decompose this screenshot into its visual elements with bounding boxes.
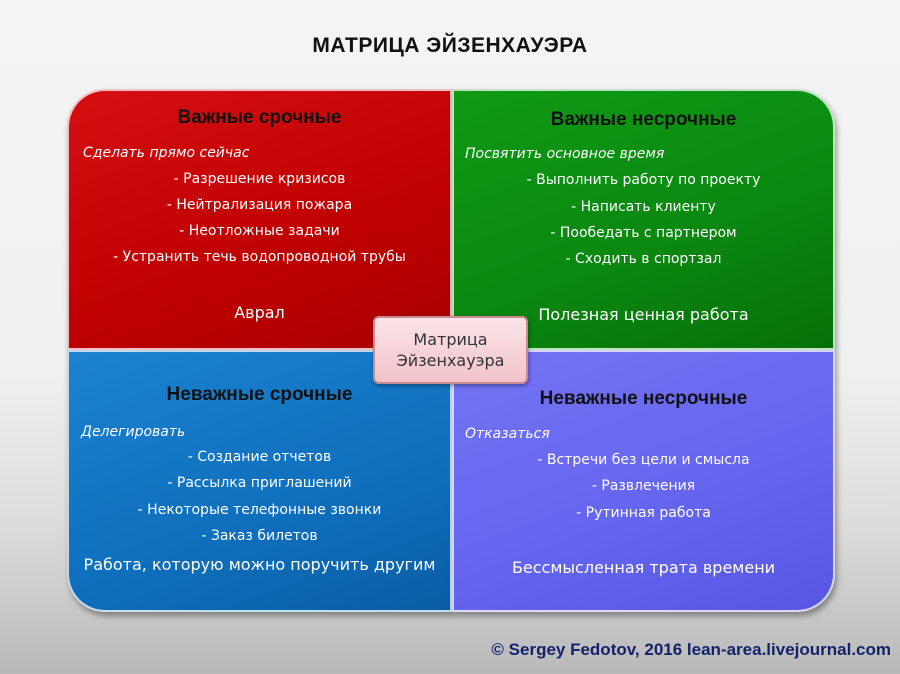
quadrant-not-important-not-urgent bbox=[452, 350, 835, 612]
quadrant-subtitle: Отказаться bbox=[465, 426, 550, 442]
center-label-line2: Эйзенхауэра bbox=[396, 351, 505, 370]
quadrant-footer: Работа, которую можно поручить другим bbox=[83, 555, 436, 574]
copyright-footer: © Sergey Fedotov, 2016 lean-area.livejournal.com bbox=[491, 640, 891, 659]
center-label-line1: Матрица bbox=[413, 330, 488, 349]
quadrant-subtitle: Посвятить основное время bbox=[465, 146, 665, 162]
page-title: МАТРИЦА ЭЙЗЕНХАУЭРА bbox=[312, 34, 588, 57]
list-item: - Разрешение кризисов bbox=[173, 171, 346, 187]
list-item: - Пообедать с партнером bbox=[550, 225, 737, 241]
quadrant-footer: Аврал bbox=[234, 303, 285, 322]
quadrant-subtitle: Делегировать bbox=[81, 424, 186, 440]
quadrant-subtitle: Сделать прямо сейчас bbox=[83, 145, 250, 161]
quadrant-important-urgent bbox=[67, 89, 452, 350]
quadrant-heading: Важные несрочные bbox=[550, 109, 737, 130]
quadrant-footer: Бессмысленная трата времени bbox=[511, 558, 776, 577]
list-item: - Рутинная работа bbox=[576, 505, 711, 521]
quadrant-heading: Неважные несрочные bbox=[539, 388, 748, 409]
list-item: - Заказ билетов bbox=[201, 528, 318, 544]
quadrant-heading: Важные срочные bbox=[177, 107, 342, 128]
center-label bbox=[373, 316, 528, 384]
quadrant-not-important-urgent bbox=[67, 350, 452, 612]
list-item: - Рассылка приглашений bbox=[167, 475, 352, 491]
list-item: - Устранить течь водопроводной трубы bbox=[113, 249, 406, 265]
list-item: - Развлечения bbox=[591, 478, 696, 494]
quadrant-footer: Полезная ценная работа bbox=[538, 305, 749, 324]
list-item: - Написать клиенту bbox=[571, 199, 716, 215]
quadrant-heading: Неважные срочные bbox=[166, 384, 353, 405]
list-item: - Нейтрализация пожара bbox=[166, 197, 353, 213]
list-item: - Встречи без цели и смысла bbox=[537, 452, 750, 468]
list-item: - Сходить в спортзал bbox=[565, 251, 722, 267]
list-item: - Создание отчетов bbox=[187, 449, 332, 465]
list-item: - Выполнить работу по проекту bbox=[526, 172, 761, 188]
list-item: - Неотложные задачи bbox=[179, 223, 340, 239]
list-item: - Некоторые телефонные звонки bbox=[137, 502, 382, 518]
quadrant-important-not-urgent bbox=[452, 89, 835, 350]
